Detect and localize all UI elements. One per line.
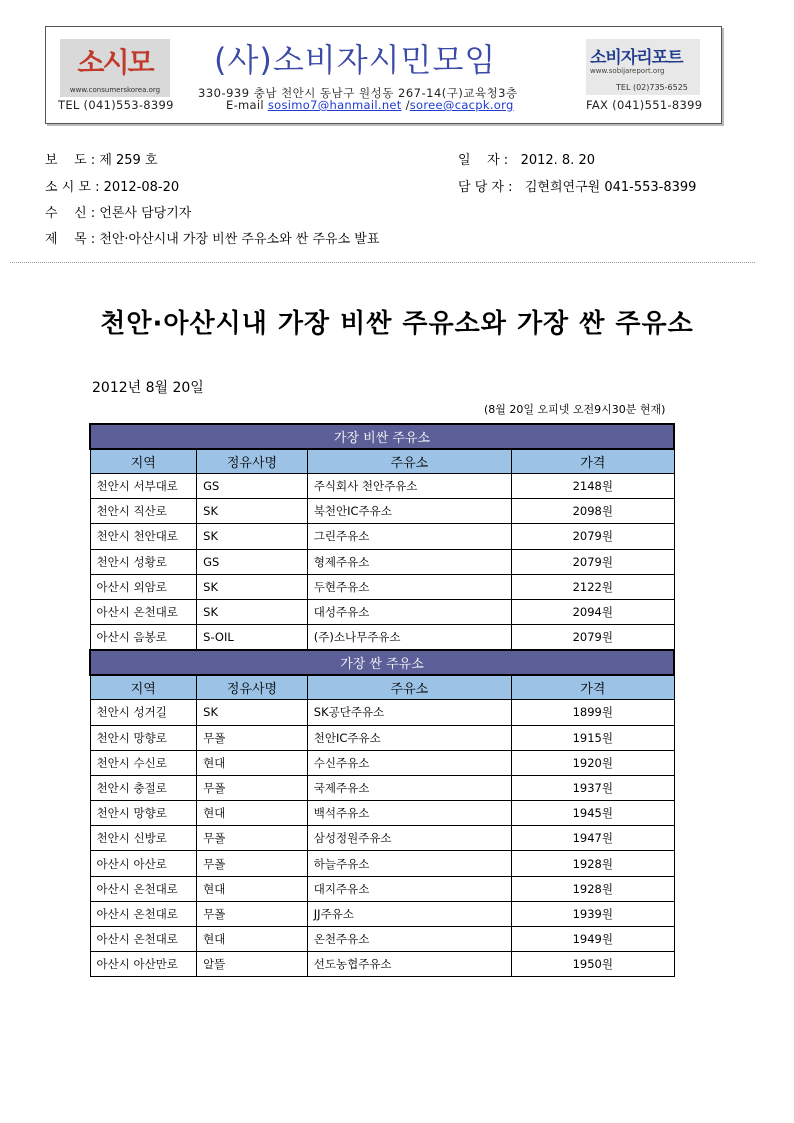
email-link-1[interactable]: sosimo7@hanmail.net	[267, 98, 402, 112]
column-header-row	[90, 449, 674, 474]
station-cell: 대성주유소	[307, 599, 511, 624]
price-cell: 1899원	[512, 700, 674, 725]
sosimo-logo-url: www.consumerskorea.org	[69, 86, 161, 94]
sosimo-label: 소 시 모 :	[45, 180, 100, 195]
station-cell: 수신주유소	[307, 750, 511, 775]
station-cell: 삼성정원주유소	[307, 826, 511, 851]
refiner-cell: 현대	[197, 876, 308, 901]
station-cell: 대지주유소	[307, 876, 511, 901]
report-label: 보 도 :	[45, 153, 96, 168]
document-date: 2012년 8월 20일	[92, 380, 204, 396]
price-cell: 1939원	[512, 901, 674, 926]
recipient-row	[45, 202, 191, 221]
contact-label: 담 당 자 :	[458, 180, 513, 195]
cheap-section-header	[90, 650, 674, 675]
table-row	[90, 524, 674, 549]
price-cell: 1937원	[512, 775, 674, 800]
column-header: 주유소	[307, 675, 511, 700]
sosimo-logo	[60, 39, 170, 97]
refiner-cell: 무폴	[197, 901, 308, 926]
region-cell: 아산시 온천대로	[90, 876, 197, 901]
price-cell: 1947원	[512, 826, 674, 851]
sosimo-logo-text: 소시모	[77, 46, 153, 79]
email-label: E-mail	[226, 98, 264, 112]
region-cell: 아산시 온천대로	[90, 901, 197, 926]
refiner-cell: GS	[197, 549, 308, 574]
table-row	[90, 499, 674, 524]
table-row	[90, 876, 674, 901]
refiner-cell: 무폴	[197, 775, 308, 800]
price-cell: 1950원	[512, 952, 674, 977]
refiner-cell: 현대	[197, 927, 308, 952]
table-row	[90, 599, 674, 624]
price-cell: 1949원	[512, 927, 674, 952]
price-cell: 2098원	[512, 499, 674, 524]
column-header: 가격	[512, 449, 674, 474]
table-row	[90, 927, 674, 952]
email-link-2[interactable]: soree@cacpk.org	[409, 98, 514, 112]
report-number-row	[45, 149, 158, 168]
date-row	[458, 149, 595, 168]
table-row	[90, 625, 674, 651]
org-tel: TEL (041)553-8399	[58, 98, 174, 112]
cheap-section-header-title: 가장 싼 주유소	[90, 650, 674, 675]
date-value: 2012. 8. 20	[520, 153, 596, 168]
region-cell: 아산시 아산로	[90, 851, 197, 876]
org-name: (사)소비자시민모임	[214, 41, 497, 79]
refiner-cell: 무폴	[197, 826, 308, 851]
expensive-section-header	[90, 424, 674, 449]
station-cell: 두현주유소	[307, 574, 511, 599]
refiner-cell: SK	[197, 574, 308, 599]
station-cell: 그린주유소	[307, 524, 511, 549]
price-cell: 1915원	[512, 725, 674, 750]
document-title: 천안·아산시내 가장 비싼 주유소와 가장 싼 주유소	[100, 309, 694, 339]
sobija-report-url: www.sobijareport.org	[590, 67, 665, 75]
table-row	[90, 474, 674, 499]
table-row	[90, 775, 674, 800]
station-cell: 북천안IC주유소	[307, 499, 511, 524]
org-email	[226, 98, 514, 112]
table-row	[90, 750, 674, 775]
date-label: 일 자 :	[458, 153, 509, 168]
contact-value: 김현희연구원 041-553-8399	[524, 180, 697, 195]
sobija-report-logo-text: 소비자리포트	[590, 48, 683, 68]
region-cell: 천안시 충절로	[90, 775, 197, 800]
column-header-row	[90, 675, 674, 700]
price-cell: 2122원	[512, 574, 674, 599]
table-row	[90, 851, 674, 876]
refiner-cell: 현대	[197, 801, 308, 826]
price-cell: 2079원	[512, 625, 674, 651]
region-cell: 아산시 온천대로	[90, 599, 197, 624]
region-cell: 천안시 천안대로	[90, 524, 197, 549]
refiner-cell: S-OIL	[197, 625, 308, 651]
station-cell: SK공단주유소	[307, 700, 511, 725]
column-header: 정유사명	[197, 449, 308, 474]
station-cell: 국제주유소	[307, 775, 511, 800]
region-cell: 천안시 수신로	[90, 750, 197, 775]
price-cell: 2079원	[512, 524, 674, 549]
table-row	[90, 801, 674, 826]
price-cell: 1928원	[512, 876, 674, 901]
table-row	[90, 826, 674, 851]
price-cell: 2148원	[512, 474, 674, 499]
refiner-cell: 현대	[197, 750, 308, 775]
price-cell: 1928원	[512, 851, 674, 876]
column-header: 지역	[90, 675, 197, 700]
column-header: 정유사명	[197, 675, 308, 700]
contact-row	[458, 176, 696, 195]
region-cell: 아산시 온천대로	[90, 927, 197, 952]
refiner-cell: 무폴	[197, 725, 308, 750]
refiner-cell: SK	[197, 499, 308, 524]
station-cell: 온천주유소	[307, 927, 511, 952]
price-cell: 1920원	[512, 750, 674, 775]
sosimo-value: 2012-08-20	[103, 180, 180, 195]
station-cell: 선도농협주유소	[307, 952, 511, 977]
refiner-cell: 무폴	[197, 851, 308, 876]
gas-station-table-body	[90, 424, 674, 977]
expensive-section-header-title: 가장 비싼 주유소	[90, 424, 674, 449]
report-value: 제 259 호	[99, 153, 158, 168]
recipient-value: 언론사 담당기자	[99, 206, 192, 221]
table-row	[90, 952, 674, 977]
price-cell: 2079원	[512, 549, 674, 574]
region-cell: 천안시 성황로	[90, 549, 197, 574]
letterhead	[45, 26, 722, 124]
refiner-cell: 알뜰	[197, 952, 308, 977]
region-cell: 천안시 직산로	[90, 499, 197, 524]
refiner-cell: SK	[197, 700, 308, 725]
region-cell: 아산시 음봉로	[90, 625, 197, 651]
column-header: 지역	[90, 449, 197, 474]
station-cell: 천안IC주유소	[307, 725, 511, 750]
table-row	[90, 901, 674, 926]
region-cell: 아산시 외암로	[90, 574, 197, 599]
column-header: 가격	[512, 675, 674, 700]
region-cell: 천안시 망향로	[90, 725, 197, 750]
region-cell: 아산시 아산만로	[90, 952, 197, 977]
refiner-cell: SK	[197, 524, 308, 549]
refiner-cell: SK	[197, 599, 308, 624]
sobija-report-tel: TEL (02)735-6525	[616, 83, 688, 92]
table-row	[90, 725, 674, 750]
gas-station-table	[89, 423, 675, 977]
station-cell: 형제주유소	[307, 549, 511, 574]
refiner-cell: GS	[197, 474, 308, 499]
column-header: 주유소	[307, 449, 511, 474]
table-row	[90, 700, 674, 725]
subject-label: 제 목 :	[45, 232, 96, 247]
table-row	[90, 574, 674, 599]
org-address: 330-939 충남 천안시 동남구 원성동 267-14(구)교육청3층	[198, 86, 518, 100]
station-cell: 주식회사 천안주유소	[307, 474, 511, 499]
region-cell: 천안시 성거길	[90, 700, 197, 725]
table-row	[90, 549, 674, 574]
price-cell: 1945원	[512, 801, 674, 826]
station-cell: 하늘주유소	[307, 851, 511, 876]
divider	[10, 262, 755, 263]
org-fax: FAX (041)551-8399	[586, 98, 703, 112]
station-cell: JJ주유소	[307, 901, 511, 926]
source-note: (8월 20일 오피넷 오전9시30분 현재)	[484, 403, 666, 416]
price-cell: 2094원	[512, 599, 674, 624]
region-cell: 천안시 서부대로	[90, 474, 197, 499]
sobija-report-logo	[586, 39, 700, 95]
region-cell: 천안시 망향로	[90, 801, 197, 826]
station-cell: 백석주유소	[307, 801, 511, 826]
subject-value: 천안·아산시내 가장 비싼 주유소와 싼 주유소 발표	[99, 232, 380, 247]
subject-row	[45, 228, 379, 247]
station-cell: (주)소나무주유소	[307, 625, 511, 651]
recipient-label: 수 신 :	[45, 206, 96, 221]
region-cell: 천안시 신방로	[90, 826, 197, 851]
sosimo-row	[45, 176, 179, 195]
email-separator: /	[405, 98, 410, 112]
